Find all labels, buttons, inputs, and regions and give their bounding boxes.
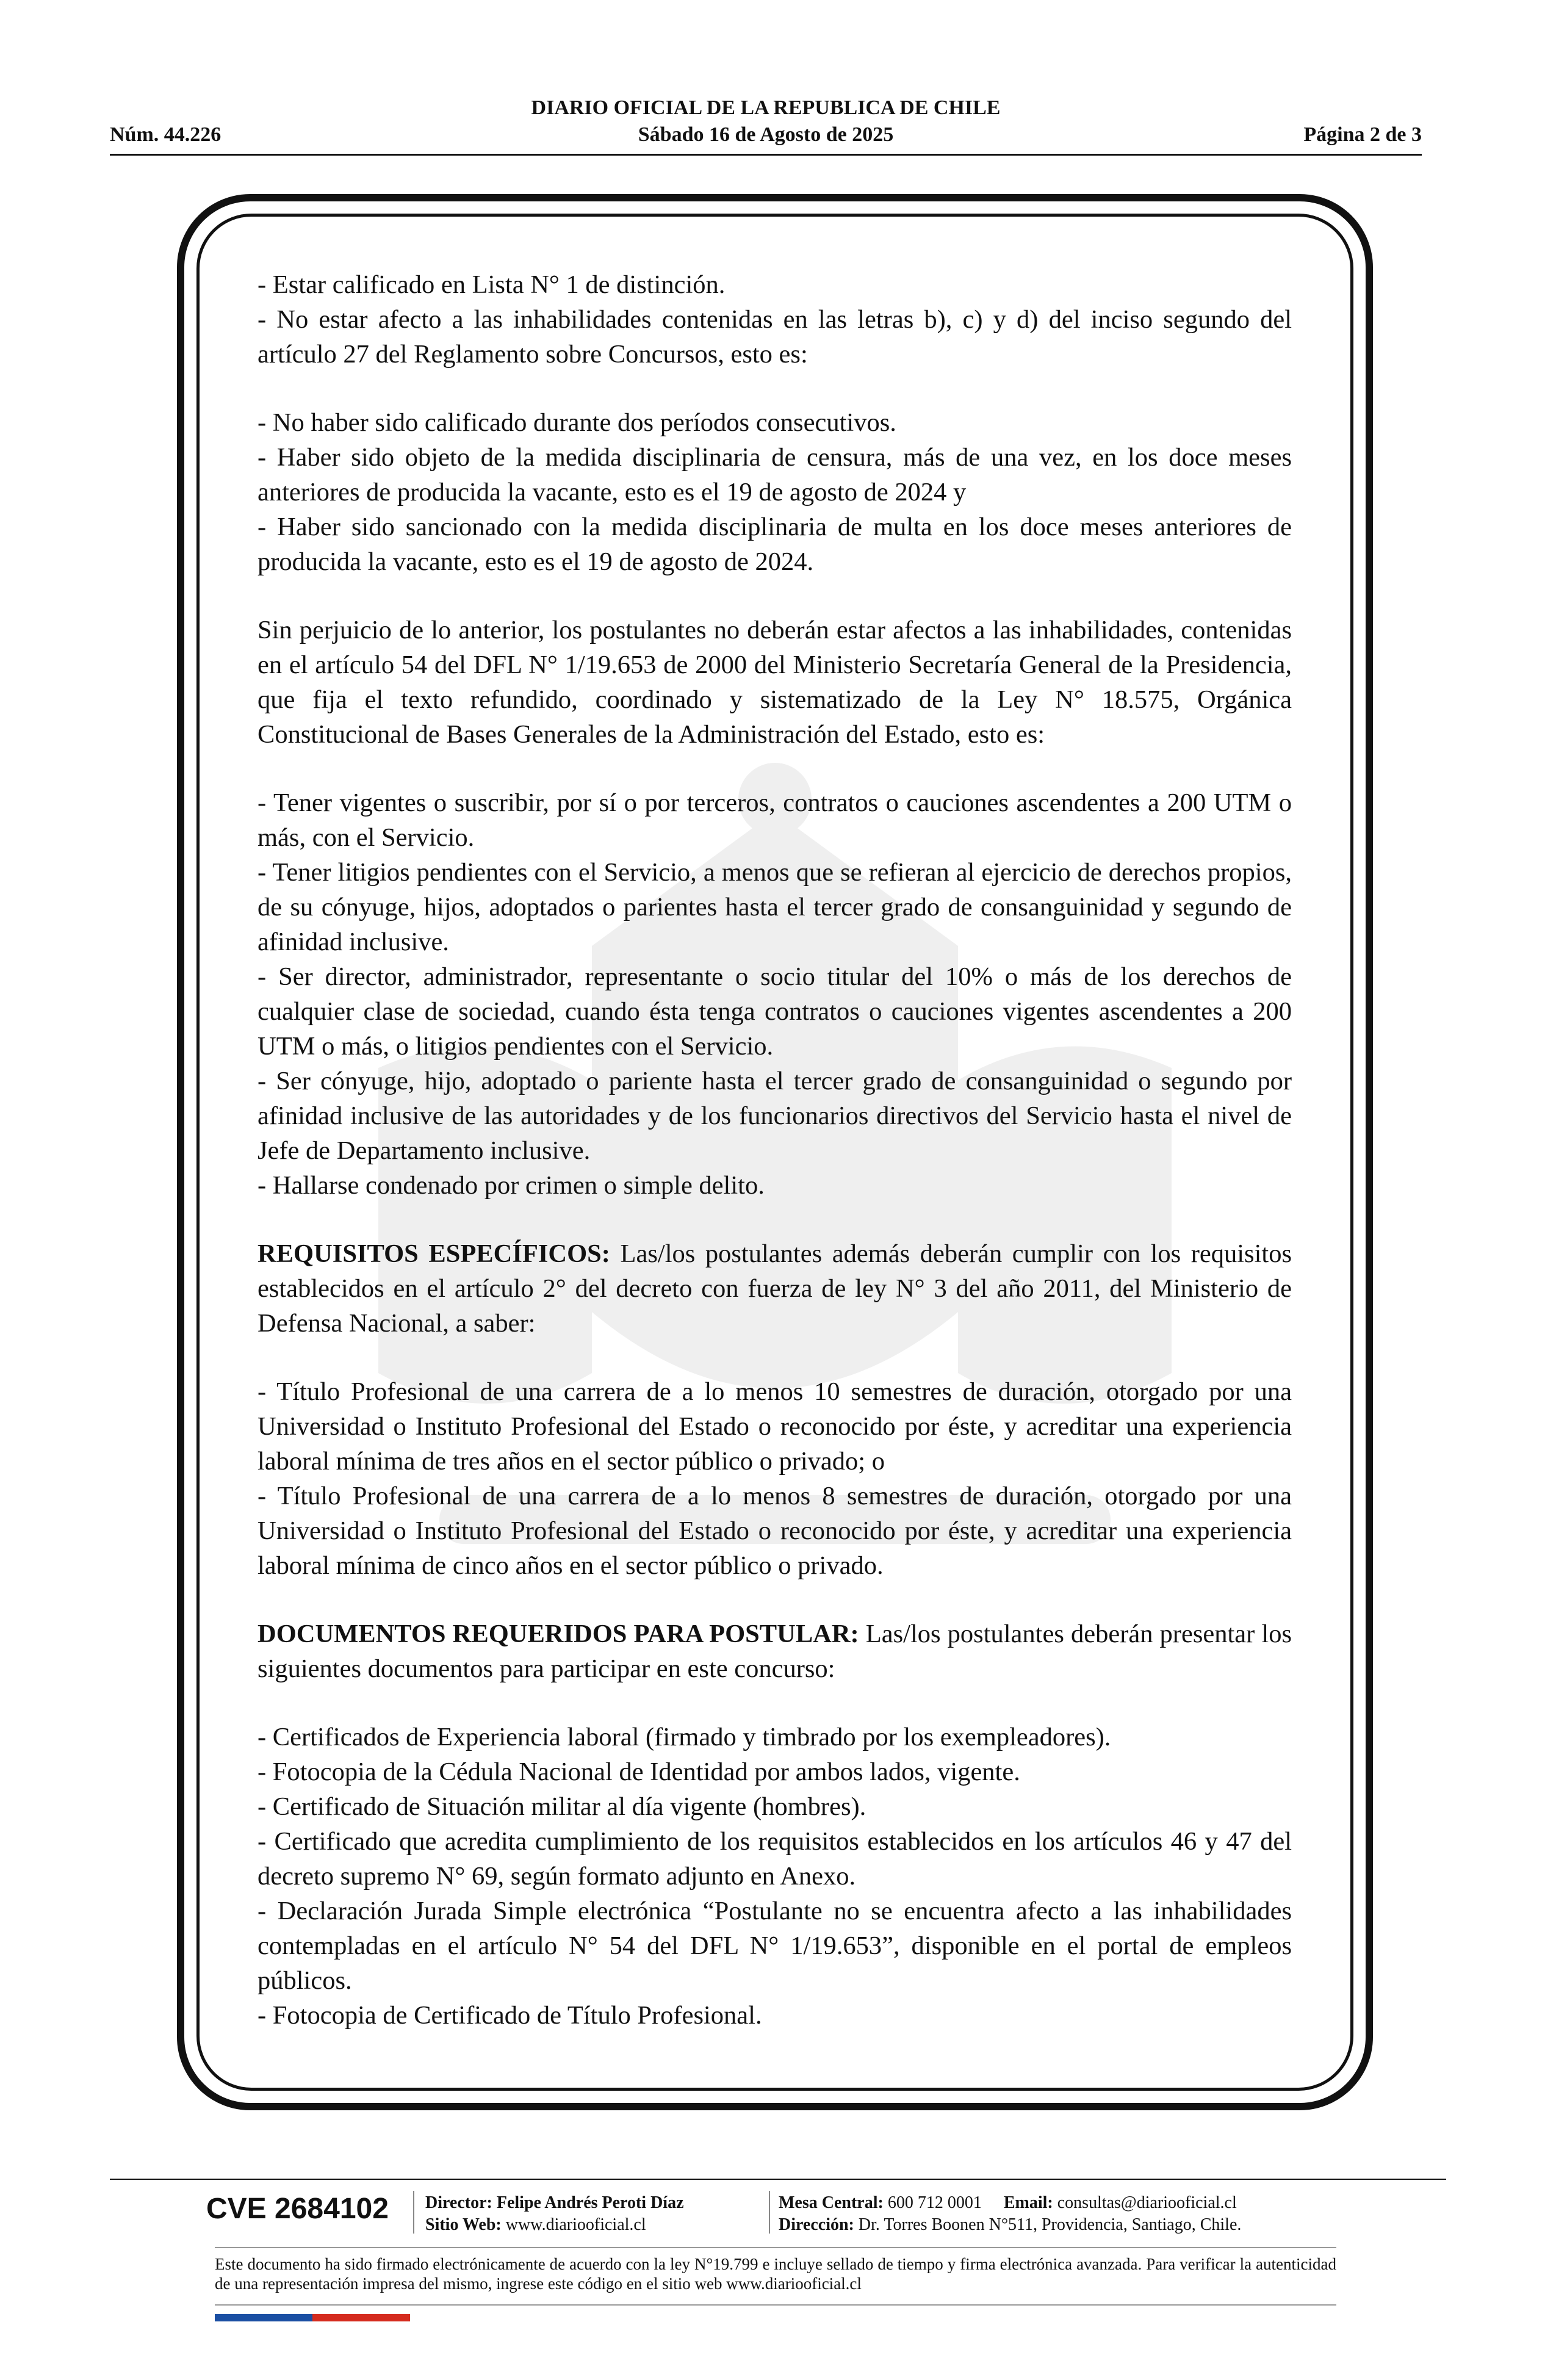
paragraph: Sin perjuicio de lo anterior, los postulantes no deberán estar afectos a las inhabilidades, contenidas en el artículo 54 del DFL N° 1/19.653 de 2000 del Ministerio Secretaría General de la Presidencia, que fija el texto refundido, coordinado y sistematizado de la Ley N° 18.575, Orgánica Constitucional de Bases Generales de la Administración del Estado, esto es: — [258, 616, 1292, 749]
requirements-text: Las/los postulantes además deberán cumplir con los requisitos establecidos en el artículo 2° del decreto con fuerza de ley N° 3 del año 2011, del Ministerio de Defensa Nacional, a saber: — [258, 1239, 1292, 1338]
paragraph: - Haber sido sancionado con la medida disciplinaria de multa en los doce meses anteriores de producida la vacante, esto es el 19 de agosto de 2024. — [258, 513, 1292, 576]
paragraph: - Certificado que acredita cumplimiento de los requisitos establecidos en los artículos 46 y 47 del decreto supremo N° 69, según formato adjunto en Anexo. — [258, 1827, 1292, 1891]
paragraph: - Certificado de Situación militar al día vigente (hombres). — [258, 1792, 866, 1821]
phone-number: 600 712 0001 — [887, 2193, 982, 2212]
footer-divider — [215, 2304, 1336, 2306]
paragraph: - Tener vigentes o suscribir, por sí o por terceros, contratos o cauciones ascendentes a 200 UTM o más, con el Servicio. — [258, 788, 1292, 852]
paragraph: - Certificados de Experiencia laboral (firmado y timbrado por los exempleadores). — [258, 1723, 1111, 1751]
header-divider — [110, 154, 1422, 156]
document-body — [258, 267, 1292, 2033]
address-value: Dr. Torres Boonen N°511, Providencia, Santiago, Chile. — [858, 2215, 1242, 2234]
cve-code: CVE 2684102 — [206, 2193, 389, 2225]
paragraph: - Estar calificado en Lista N° 1 de distinción. — [258, 270, 726, 299]
requirements-paragraph — [258, 1236, 1292, 1341]
paragraph: - Tener litigios pendientes con el Servicio, a menos que se refieran al ejercicio de derechos propios, de su cónyuge, hijos, adoptados o parientes hasta el tercer grado de consanguinidad y segundo de afinidad inclusive. — [258, 858, 1292, 956]
address-label: Dirección: — [779, 2215, 854, 2234]
footer-separator — [769, 2191, 770, 2234]
paragraph: - Declaración Jurada Simple electrónica “Postulante no se encuentra afecto a las inhabilidades contempladas en el artículo N° 54 del DFL N° 1/19.653”, disponible en el portal de empleos públicos. — [258, 1897, 1292, 1995]
paragraph: - Ser director, administrador, representante o socio titular del 10% o más de los derechos de cualquier clase de sociedad, cuando ésta tenga contratos o cauciones vigentes ascendentes a 200 UTM o más, o litigios pendientes con el Servicio. — [258, 962, 1292, 1061]
documents-text: Las/los postulantes deberán presentar los siguientes documentos para participar en este concurso: — [258, 1620, 1292, 1683]
paragraph: - Título Profesional de una carrera de a lo menos 8 semestres de duración, otorgado por una Universidad o Instituto Profesional del Estado o reconocido por éste, y acreditar una experiencia laboral mínima de cinco años en el sector público o privado. — [258, 1482, 1292, 1580]
footer-separator — [413, 2191, 414, 2234]
website-label: Sitio Web: — [425, 2215, 502, 2234]
footer-contact-right — [779, 2192, 1241, 2236]
email-label: Email: — [1003, 2193, 1053, 2212]
page-header — [110, 92, 1422, 159]
signature-notice: Este documento ha sido firmado electrónicamente de acuerdo con la ley N°19.799 e incluye sellado de tiempo y firma electrónica avanzada. Para verificar la autenticidad de una representación impresa del mismo, ingrese este código en el sitio web www.diariooficial.cl — [215, 2255, 1336, 2293]
email-link[interactable]: consultas@diariooficial.cl — [1057, 2193, 1237, 2212]
page-number: Página 2 de 3 — [1303, 123, 1422, 146]
header-title: DIARIO OFICIAL DE LA REPUBLICA DE CHILE — [531, 96, 1001, 119]
documents-paragraph — [258, 1617, 1292, 1686]
paragraph: - Fotocopia de Certificado de Título Profesional. — [258, 2001, 762, 2030]
paragraph: - No haber sido calificado durante dos períodos consecutivos. — [258, 408, 896, 437]
paragraph: - No estar afecto a las inhabilidades contenidas en las letras b), c) y d) del inciso segundo del artículo 27 del Reglamento sobre Concursos, esto es: — [258, 305, 1292, 369]
footer-divider — [110, 2179, 1446, 2180]
director-name: Felipe Andrés Peroti Díaz — [496, 2193, 684, 2212]
page-footer — [110, 2179, 1446, 2325]
footer-divider — [215, 2247, 1336, 2248]
footer-contact-left — [425, 2192, 684, 2236]
paragraph: - Haber sido objeto de la medida disciplinaria de censura, más de una vez, en los doce meses anteriores de producida la vacante, esto es el 19 de agosto de 2024 y — [258, 443, 1292, 507]
paragraph: - Título Profesional de una carrera de a lo menos 10 semestres de duración, otorgado por una Universidad o Instituto Profesional del Estado o reconocido por éste, y acreditar una experiencia laboral mínima de tres años en el sector público o privado; o — [258, 1377, 1292, 1476]
issue-date: Sábado 16 de Agosto de 2025 — [638, 123, 894, 146]
requirements-heading: REQUISITOS ESPECÍFICOS: — [258, 1239, 610, 1268]
flag-stripe-red — [312, 2314, 410, 2321]
paragraph: - Ser cónyuge, hijo, adoptado o pariente hasta el tercer grado de consanguinidad o segundo por afinidad inclusive de las autoridades y de los funcionarios directivos del Servicio hasta el nivel de Jefe de Departamento inclusive. — [258, 1067, 1292, 1165]
issue-number: Núm. 44.226 — [110, 123, 222, 146]
director-label: Director: — [425, 2193, 492, 2212]
documents-heading: DOCUMENTOS REQUERIDOS PARA POSTULAR: — [258, 1620, 859, 1648]
paragraph: - Hallarse condenado por crimen o simple delito. — [258, 1171, 765, 1200]
website-link[interactable]: www.diariooficial.cl — [505, 2215, 646, 2234]
phone-label: Mesa Central: — [779, 2193, 884, 2212]
paragraph: - Fotocopia de la Cédula Nacional de Identidad por ambos lados, vigente. — [258, 1758, 1020, 1786]
flag-stripe-blue — [215, 2314, 312, 2321]
